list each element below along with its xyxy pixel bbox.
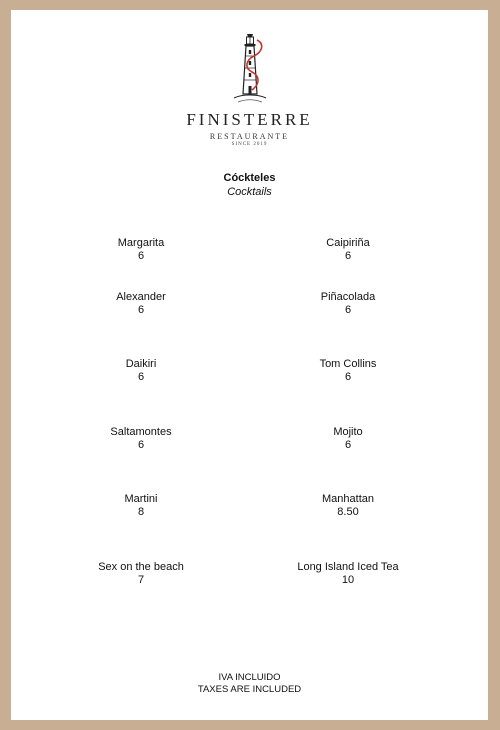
menu-item [268, 426, 428, 452]
menu-item-name: Margarita [117, 237, 165, 249]
menu-item-name: Daikiri [125, 358, 157, 370]
menu-item-price: 10 [341, 574, 355, 586]
brand-name: FINISTERRE [186, 110, 313, 129]
brand-since: SINCE 2019 [231, 142, 268, 147]
menu-item [61, 426, 221, 452]
menu-item-price: 6 [137, 250, 145, 262]
section-subtitle: Cocktails [227, 186, 272, 198]
menu-item [268, 237, 428, 263]
menu-item [61, 561, 221, 587]
lighthouse-icon [230, 32, 270, 106]
menu-item-name: Caipiriña [326, 237, 370, 249]
menu-item-price: 8 [137, 506, 145, 518]
menu-item-name: Sex on the beach [98, 561, 184, 573]
brand-subtitle: RESTAURANTE [209, 132, 290, 141]
menu-item [268, 291, 428, 317]
menu-item-price: 6 [137, 439, 145, 451]
menu-item-name: Martini [124, 493, 158, 505]
menu-item-price: 6 [344, 439, 352, 451]
menu-item [61, 237, 221, 263]
section-title: Cóckteles [223, 172, 276, 184]
tax-notice-en: TAXES ARE INCLUDED [197, 684, 302, 695]
restaurant-logo [11, 32, 488, 147]
menu-item-price: 8.50 [337, 506, 359, 518]
menu-item-name: Mojito [333, 426, 363, 438]
menu-item-name: Long Island Iced Tea [297, 561, 399, 573]
menu-page [11, 10, 488, 720]
menu-item [268, 561, 428, 587]
menu-item-name: Manhattan [322, 493, 374, 505]
menu-item [61, 291, 221, 317]
menu-item-name: Alexander [116, 291, 166, 303]
menu-item-name: Saltamontes [110, 426, 172, 438]
tax-notice [11, 672, 488, 696]
menu-item [268, 358, 428, 384]
menu-item [61, 493, 221, 519]
menu-item-price: 7 [137, 574, 145, 586]
menu-item-price: 6 [137, 371, 145, 383]
menu-item [268, 493, 428, 519]
menu-item-name: Piñacolada [320, 291, 376, 303]
menu-item [61, 358, 221, 384]
menu-item-price: 6 [344, 250, 352, 262]
menu-item-name: Tom Collins [319, 358, 377, 370]
tax-notice-es: IVA INCLUIDO [218, 672, 281, 683]
menu-item-price: 6 [344, 304, 352, 316]
menu-item-price: 6 [344, 371, 352, 383]
menu-item-price: 6 [137, 304, 145, 316]
